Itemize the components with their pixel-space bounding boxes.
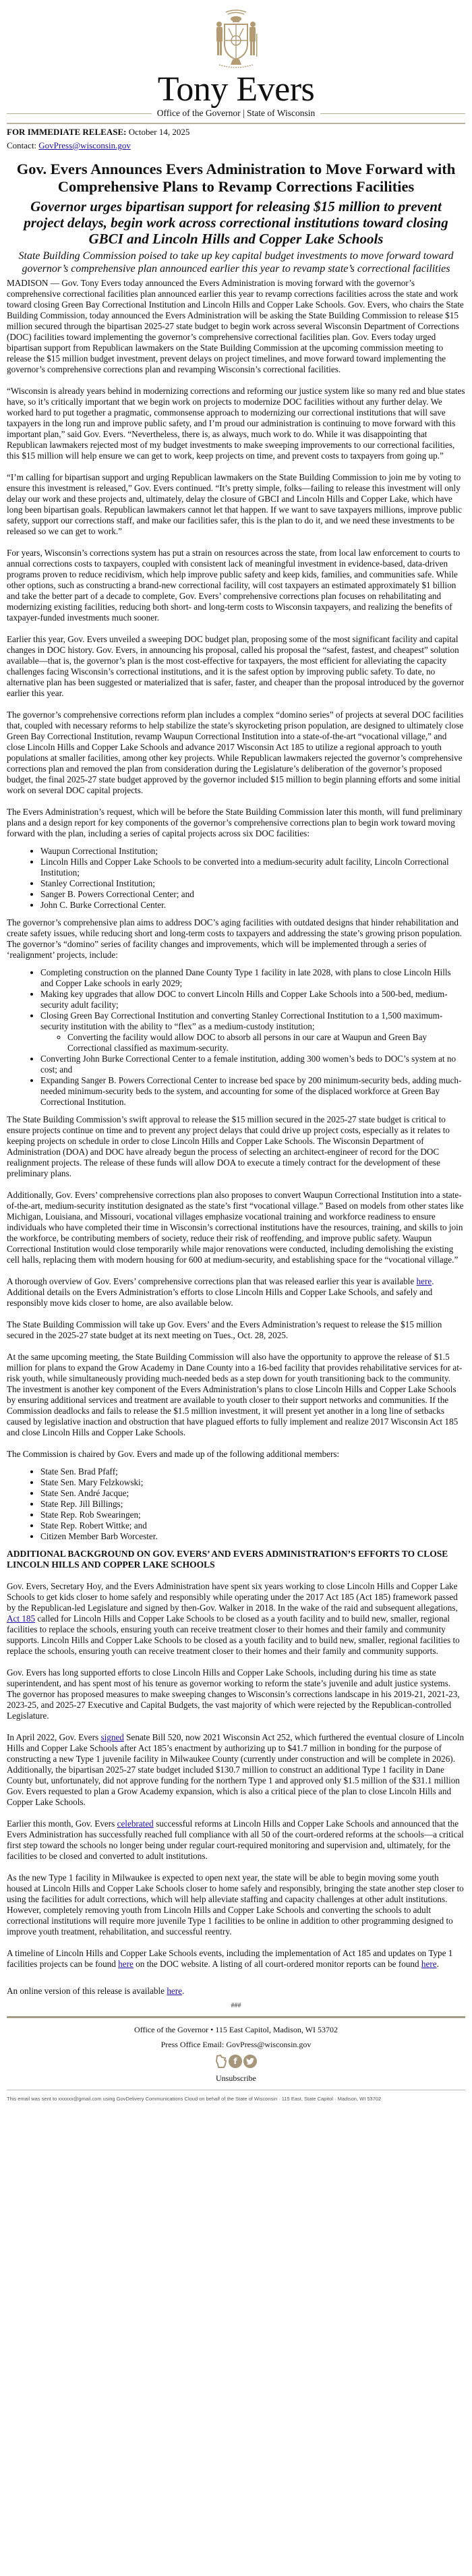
online-version-link[interactable]: here bbox=[167, 1986, 183, 1996]
paragraph: The governor’s comprehensive corrections reform plan includes a complex “domino series” of projects at several DOC facilities that, coupled with necessary reforms to help stabilize the state’s skyrocketing prison population, are designed to ultimately close Green Bay Correctional Institution, revamp Waupun Correctional Institution into a state-of-the-art “vocational village,” and close Lincoln Hills and Copper Lake Schools and advance 2017 Wisconsin Act 185 to utilize a regional approach to youth populations at smaller facilities, among other key projects. While Republican lawmakers rejected the governor’s comprehensive corrections plan and removed the plan from consideration during the Legislature’s deliberation of the governor’s proposed budget, the final 2025-27 state budget approved by the governor included $15 million to begin planning efforts and some initial work on several DOC capital projects. bbox=[7, 710, 464, 795]
footer-divider bbox=[7, 2016, 465, 2018]
list-item: • Stanley Correctional Institution; bbox=[40, 878, 465, 889]
contact-line bbox=[7, 140, 465, 151]
twitter-bird-glyph bbox=[246, 2058, 254, 2065]
header-divider bbox=[7, 123, 465, 124]
social-links bbox=[7, 2055, 465, 2068]
sub-list-item: ◦ Converting the facility would allow DOC to absorb all persons in our care at Waupun and Green Bay Correctional classified as maximum-security. bbox=[67, 1032, 465, 1054]
paragraph: The Evers Administration’s request, which will be before the State Building Commission later this month, will fund preliminary plans and a design report for key components of the governor’s comprehensive corrections plan to begin work toward moving forward with the plan, including a series of capital projects across six DOC facilities: bbox=[7, 807, 463, 838]
list-item: • Completing construction on the planned Dane County Type 1 facility in late 2028, with plans to close Lincoln Hills and Copper Lake schools in early 2029; bbox=[40, 967, 465, 989]
text: . Additional details on the Evers Administration’s efforts to close Lincoln Hills and Copper Lake Schools, and safely and responsibly move kids closer to home, are also available below. bbox=[7, 1276, 434, 1308]
office-line bbox=[7, 108, 465, 119]
text: In April 2022, Gov. Evers bbox=[7, 1732, 101, 1742]
text: . bbox=[182, 1986, 185, 1996]
list-item: • Expanding Sanger B. Powers Correctional Center to increase bed space by 200 minimum-security beds, adding much-needed minimum-security beds to the system, and accounting for some of the displaced workforce at Green Bay Correctional Institution. bbox=[40, 1075, 465, 1108]
list-item: • State Rep. Rob Swearingen; bbox=[40, 1510, 465, 1520]
background-heading: ADDITIONAL BACKGROUND ON GOV. EVERS’ AND EVERS ADMINISTRATION’S EFFORTS TO CLOSE LINCOLN HILLS AND COPPER LAKE SCHOOLS bbox=[7, 1549, 448, 1570]
commission-members-list bbox=[7, 1466, 465, 1542]
paragraph: The State Building Commission will take up Gov. Evers’ and the Evers Administration’s request to release the $15 million secured in the 2025-27 state budget at its next meeting on Tues., Oct. 28, 2025. bbox=[7, 1319, 442, 1340]
office-text: Office of the Governor | State of Wisconsin bbox=[156, 108, 316, 118]
divider bbox=[7, 113, 152, 114]
quote-paragraph: “I’m calling for bipartisan support and urging Republican lawmakers on the State Building Commission to join me by voting to ensure this investment is released,” Gov. Evers continued. “It’s pretty simple, folks—failing to release this investment will only delay our work and these projects and, ultimately, delay the closure of GBCI and Lincoln Hills and Copper Lake, which have long been bipartisan goals. Republican lawmakers cannot let that happen. If we want to save taxpayers millions, improve public safety, support our corrections staff, and make our facilities safer, this is the plan to do it, and we need these investments to be released so we can get to work.” bbox=[7, 472, 462, 536]
domino-list bbox=[7, 967, 465, 1108]
text: successful reforms at Lincoln Hills and Copper Lake Schools and announced that the Evers Administration has successfully reached full compliance with all 50 of the court-ordered reforms at the schools—a critical first step toward the schools no longer being under regular court-required monitoring and supervision and, ultimately, for the facilities to be closed and converted to adult institutions. bbox=[7, 1819, 464, 1861]
divider bbox=[320, 113, 465, 114]
paragraph: For years, Wisconsin’s corrections system has put a strain on resources across the state, from local law enforcement to courts to annual corrections costs to taxpayers, coupled with consistent lack of meaningful investment in evidence-based, data-driven programs proven to reduce recidivism, which help improve public safety and keep kids, families, and communities safe. While other options, such as constructing a brand-new correctional facility, will cost taxpayers an estimated approximately $1 billion and take the better part of a decade to complete, Gov. Evers’ comprehensive corrections plan focuses on rehabilitating and modernizing existing facilities, reducing both short- and long-term costs to Wisconsin taxpayers, and realizing the benefits of taxpayer-funded investments much sooner. bbox=[7, 548, 461, 623]
monitor-reports-here-link[interactable]: here bbox=[421, 1959, 437, 1969]
list-item bbox=[40, 1010, 465, 1054]
paragraph bbox=[7, 1948, 465, 1970]
signed-link[interactable]: signed bbox=[100, 1732, 124, 1742]
footer bbox=[7, 2025, 465, 2083]
list-item-text: Closing Green Bay Correctional Institution and converting Stanley Correctional Institution to a 1,500 maximum-security institution with the ability to “flex” as a medium-custody institution; bbox=[40, 1010, 443, 1031]
list-item: • Waupun Correctional Institution; bbox=[40, 846, 465, 857]
release-label: FOR IMMEDIATE RELEASE: bbox=[7, 127, 127, 137]
paragraph: MADISON — Gov. Tony Evers today announced the Evers Administration is moving forward with the governor’s comprehensive correctional facilities plan announced earlier this year to revamp corrections facilities across the state and work toward closing Green Bay Correctional Institution and Lincoln Hills and Copper Lake Schools. Gov. Evers, who chairs the State Building Commission, today announced the Evers Administration will be asking the State Building Commission to release $15 million secured through the bipartisan 2025-27 state budget to begin work across several Wisconsin Department of Corrections (DOC) facilities toward implementing the governor’s comprehensive correctional facilities plan. Gov. Evers today urged bipartisan support from Republican lawmakers on the State Building Commission at the upcoming commission meeting to release the $15 million budget investment, prevent delays on project timelines, and move forward toward implementing the governor’s comprehensive corrections plan and revamping Wisconsin’s correctional facilities. bbox=[7, 278, 464, 374]
list-item: • State Sen. André Jacque; bbox=[40, 1488, 465, 1499]
text: Gov. Evers, Secretary Hoy, and the Evers Administration have spent six years working to close Lincoln Hills and Copper Lake Schools to get kids closer to home safely and responsibly while operating under the 2017 Act 185 (Act 185) framework passed by the Republican-led Legislature and signed by then-Gov. Walker in 2018. In the wake of the raid and subsequent allegations, bbox=[7, 1581, 458, 1613]
sub-subheadline: State Building Commission poised to take up key capital budget investments to move forward toward governor’s comprehensive plan announced earlier this year to revamp state’s correctional facilities bbox=[18, 250, 454, 275]
list-item: • State Rep. Robert Wittke; and bbox=[40, 1520, 465, 1531]
list-item: • John C. Burke Correctional Center. bbox=[40, 900, 465, 911]
end-mark: ### bbox=[231, 2002, 241, 2009]
twitter-icon[interactable] bbox=[243, 2055, 257, 2068]
text: . bbox=[436, 1959, 439, 1969]
footer-press-email: Press Office Email: GovPress@wisconsin.gov bbox=[160, 2040, 312, 2049]
governor-name: Tony Evers bbox=[157, 70, 315, 109]
release-date: October 14, 2025 bbox=[128, 127, 190, 137]
paragraph: At the same upcoming meeting, the State Building Commission will also have the opportunity to approve the release of $1.5 million for plans to expand the Grow Academy in Dane County into a 16-bed facility that provides rehabilitative services for at-risk youth, while simultaneously providing much-needed beds as a step down for youth transitioning back to the community. The investment is another key component of the Evers Administration’s plans to close Lincoln Hills and Copper Lake Schools by ensuring additional services and treatment are available to youth closer to their support networks and communities. If the Commission deadlocks and fails to release the $1.5 million investment, it will present yet another in a long line of setbacks caused by legislative inaction and obstruction that have plagued efforts to fully implement and realize 2017 Wisconsin Act 185 and close Lincoln Hills and Copper Lake Schools. bbox=[7, 1352, 463, 1437]
footer-address: Office of the Governor • 115 East Capitol, Madison, WI 53702 bbox=[134, 2025, 338, 2034]
paragraph: The State Building Commission’s swift approval to release the $15 million secured in the 2025-27 state budget is critical to ensure projects continue on time and to prevent any project delays that could drive up project costs, especially as it relates to keeping projects on schedule in order to close Lincoln Hills and Copper Lake Schools. The Wisconsin Department of Administration (DOA) and DOC have already begun the process of selecting an architect-engineer of record for the DOC realignment projects. The release of these funds will allow DOA to execute a timely contract for the development of these preliminary plans. bbox=[7, 1114, 450, 1178]
list-item: • Making key upgrades that allow DOC to convert Lincoln Hills and Copper Lake Schools into a 500-bed, medium-security adult facility; bbox=[40, 989, 465, 1010]
facilities-list bbox=[7, 846, 465, 911]
paragraph: The Commission is chaired by Gov. Evers and made up of the following additional members: bbox=[7, 1449, 340, 1459]
text: A thorough overview of Gov. Evers’ comprehensive corrections plan that was released earlier this year is available bbox=[7, 1276, 417, 1286]
paragraph: Additionally, Gov. Evers’ comprehensive corrections plan also proposes to convert Waupun Correctional Institution into a state-of-the-art, medium-security institution designated as the state’s first “vocational village.” Based on models from other states like Michigan, Louisiana, and Missouri, vocational villages emphasize vocational training and workforce readiness to ensure individuals who have completed their time in Wisconsin’s correctional institutions have the resources, training, and skills to join the workforce, be contributing members of society, reduce their risk of reoffending, and improve public safety. Waupun Correctional Institution would close temporarily while major renovations were conducted, including demolishing the existing cell halls, replacing them with modern housing for 600 at medium-security, and establishing space for the “vocational village.” bbox=[7, 1190, 464, 1265]
paragraph bbox=[7, 1732, 465, 1808]
paragraph: The governor’s comprehensive plan aims to address DOC’s aging facilities with outdated designs that hinder rehabilitation and create safety issues, while reducing short and long-term costs to taxpayers and addressing the state’s growing prison population. The governor’s “domino” series of facility changes and improvements, which will be implemented through a series of ‘realignment’ projects, include: bbox=[7, 917, 462, 960]
text: on the DOC website. A listing of all court-ordered monitor reports can be found bbox=[133, 1959, 421, 1969]
contact-email-link[interactable]: GovPress@wisconsin.gov bbox=[38, 140, 131, 150]
text: A timeline of Lincoln Hills and Copper Lake Schools events, including the implementation of Act 185 and updates on Type 1 facilities projects can be found bbox=[7, 1948, 453, 1969]
unsubscribe-link[interactable]: Unsubscribe bbox=[216, 2073, 256, 2083]
paragraph: Earlier this year, Gov. Evers unveiled a sweeping DOC budget plan, proposing some of the most significant facility and capital changes in DOC history. Gov. Evers, in announcing his proposal, called his proposal the “safest, fastest, and cheapest” solution available—that is, the governor’s plan is the most cost-effective for taxpayers, the most efficient for alleviating the capacity challenges facing Wisconsin’s correctional institutions, and it is the safest option by improving public safety. To date, no alternative plan has been suggested or materialized that is safer, faster, and cheaper than the proposal introduced by the governor earlier this year. bbox=[7, 634, 465, 698]
text: called for Lincoln Hills and Copper Lake Schools to be closed as a youth facility and to build new, smaller, regional facilities to replace the schools, ensuring youth can receive treatment closer to their homes and their family and community supports. Lincoln Hills and Copper Lake Schools to be closed as a youth facility and to build new, smaller, regional facilities to replace the schools, ensuring youth can receive treatment closer to their homes and their family and community supports. bbox=[7, 1613, 460, 1656]
list-item: • State Sen. Mary Felzkowski; bbox=[40, 1477, 465, 1488]
paragraph: As the new Type 1 facility in Milwaukee is expected to open next year, the state will be able to begin moving some youth housed at Lincoln Hills and Copper Lake Schools closer to home safely and responsibly, bringing the state another step closer to using the facilities for adult corrections, which will help alleviate staffing and capacity challenges at other adult institutions. However, completely removing youth from Lincoln Hills and Copper Lake Schools and converting the schools to adult correctional institutions will require more juvenile Type 1 facilities to be online in addition to other programming designed to improve youth treatment, rehabilitation, and successful reentry. bbox=[7, 1872, 464, 1937]
list-item: • State Sen. Brad Pfaff; bbox=[40, 1466, 465, 1477]
delivery-note: This email was sent to xxxxxx@gmail.com using GovDelivery Communications Cloud on behalf of the State of Wisconsin · 115 East, State Capitol · Madison, WI 53702 bbox=[7, 2096, 382, 2102]
release-line bbox=[7, 127, 465, 138]
paragraph bbox=[7, 1819, 465, 1862]
celebrated-link[interactable]: celebrated bbox=[117, 1819, 154, 1829]
timeline-here-link[interactable]: here bbox=[118, 1959, 134, 1969]
sub-list bbox=[40, 1032, 465, 1054]
paragraph bbox=[7, 1581, 465, 1657]
overview-here-link[interactable]: here bbox=[416, 1276, 432, 1286]
paragraph bbox=[7, 1276, 465, 1309]
text: An online version of this release is available bbox=[7, 1986, 167, 1996]
online-version-line bbox=[7, 1986, 465, 1997]
masthead bbox=[7, 0, 465, 119]
paragraph: Gov. Evers has long supported efforts to close Lincoln Hills and Copper Lake Schools, including during his time as state superintendent, and has spent most of his tenure as governor working to reform the state’s juvenile and adult justice systems. The governor has proposed measures to make sweeping changes to Wisconsin’s corrections landscape in his 2019-21, 2021-23, 2023-25, and 2025-27 Executive and Capital Budgets, the vast majority of which were rejected by the Republican-controlled Legislature. bbox=[7, 1667, 460, 1721]
contact-label: Contact: bbox=[7, 140, 37, 150]
act-185-link[interactable]: Act 185 bbox=[7, 1613, 36, 1624]
text: Senate Bill 520, now 2021 Wisconsin Act 252, which furthered the eventual closure of Lincoln Hills and Copper Lake Schools after Act 185’s enactment by authorizing up to $41.7 million in bonding for the purpose of constructing a new Type 1 juvenile facility in Milwaukee County (currently under construction and will be complete in 2026). Additionally, the bipartisan 2025-27 state budget included $130.7 million to construct an additional Type 1 facility in Dane County but, unfortunately, did not approve funding for the northern Type 1 and approved only $1.5 million of the $31.1 million Gov. Evers requested to plan a Grow Academy expansion, which is also a critical piece of the plan to close Lincoln Hills and Copper Lake Schools. bbox=[7, 1732, 465, 1807]
list-item: • State Rep. Jill Billings; bbox=[40, 1499, 465, 1510]
wisconsin-seal-icon bbox=[206, 7, 266, 71]
list-item: • Sanger B. Powers Correctional Center; and bbox=[40, 889, 465, 900]
list-item: • Lincoln Hills and Copper Lake Schools to be converted into a medium-security adult facility, Lincoln Correctional Institution; bbox=[40, 857, 465, 878]
wisconsin-icon[interactable] bbox=[215, 2055, 227, 2068]
quote-paragraph: “Wisconsin is already years behind in modernizing corrections and reforming our justice system like so many red and blue states have, so it’s critically important that we begin work on projects to modernize DOC facilities without any further delay. We worked hard to put together a pragmatic, commonsense approach to modernizing our correctional institutions that will save taxpayers in the long run and improve public safety, and I’m proud our administration is continuing to move forward with this important plan,” said Gov. Evers. “Nevertheless, there is, as always, much work to do. While it was disappointing that Republican lawmakers rejected most of my budget investments to make sweeping improvements to our correctional facilities, this $15 million will help ensure we can get to work, keep projects on time, and prevent costs to taxpayers from going up.” bbox=[7, 386, 465, 461]
list-item: • Converting John Burke Correctional Center to a female institution, adding 300 women’s beds to DOC’s system at no cost; and bbox=[40, 1054, 465, 1075]
subheadline: Governor urges bipartisan support for releasing $15 million to prevent project delays, begin work across correctional institutions toward closing GBCI and Lincoln Hills and Copper Lake Schools bbox=[24, 198, 448, 247]
headline: Gov. Evers Announces Evers Administration to Move Forward with Comprehensive Plans to Revamp Corrections Facilities bbox=[16, 161, 456, 195]
text: Earlier this month, Gov. Evers bbox=[7, 1819, 117, 1829]
facebook-icon[interactable]: f bbox=[229, 2055, 242, 2068]
list-item: • Citizen Member Barb Worcester. bbox=[40, 1531, 465, 1542]
